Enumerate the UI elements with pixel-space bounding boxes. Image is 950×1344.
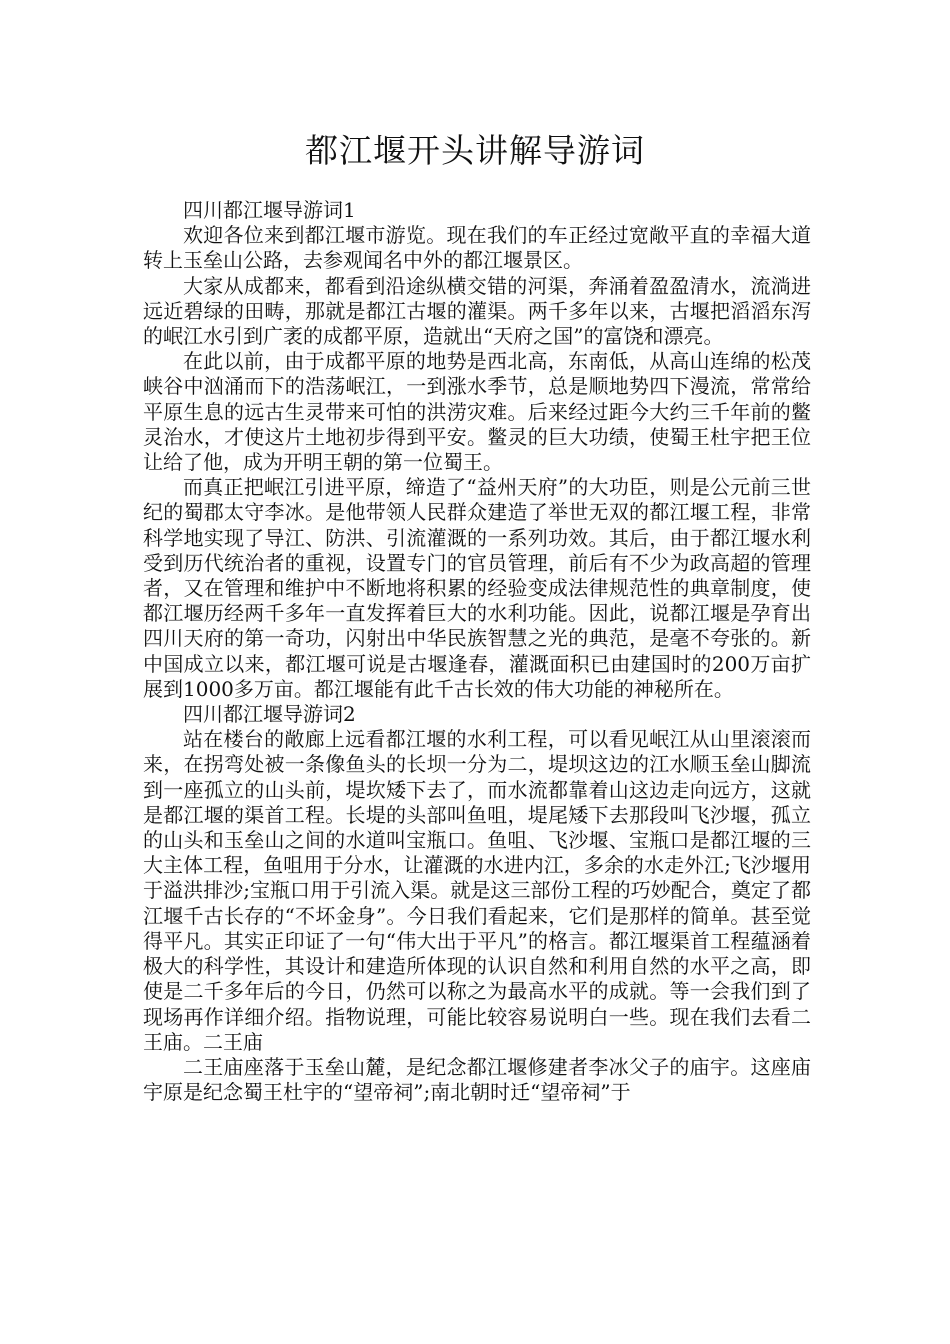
document-body (143, 198, 811, 1105)
paragraph: 欢迎各位来到都江堰市游览。现在我们的车正经过宽敞平直的幸福大道转上玉垒山公路，去参观闻名中外的都江堰景区。 (143, 223, 811, 273)
section-heading: 四川都江堰导游词1 (183, 198, 356, 222)
paragraph: 而真正把岷江引进平原，缔造了“益州天府”的大功臣，则是公元前三世纪的蜀郡太守李冰。是他带领人民群众建造了举世无双的都江堰工程，非常科学地实现了导江、防洪、引流灌溉的一系列功效。其后，由于都江堰水利受到历代统治者的重视，设置专门的官员管理，前后有不少为政高超的管理者，又在管理和维护中不断地将积累的经验变成法律规范性的典章制度，使都江堰历经两千多年一直发挥着巨大的水利功能。因此，说都江堰是孕育出四川天府的第一奇功，闪射出中华民族智慧之光的典范，是毫不夸张的。新中国成立以来，都江堰可说是古堰逢春，灌溉面积已由建国时的200万亩扩展到1000多万亩。都江堰能有此千古长效的伟大功能的神秘所在。 (143, 475, 811, 701)
section-heading: 四川都江堰导游词2 (183, 702, 356, 727)
document-title: 都江堰开头讲解导游词 (305, 131, 645, 170)
paragraph: 大家从成都来，都看到沿途纵横交错的河渠，奔涌着盈盈清水，流淌进远近碧绿的田畴，那就是都江古堰的灌渠。两千多年以来，古堰把滔滔东泻的岷江水引到广袤的成都平原，造就出“天府之国”的富饶和漂亮。 (143, 273, 811, 349)
paragraph: 站在楼台的敞廊上远看都江堰的水利工程，可以看见岷江从山里滚滚而来，在拐弯处被一条像鱼头的长坝一分为二，堤坝这边的江水顺玉垒山脚流到一座孤立的山头前，堤坎矮下去了，而水流都靠着山这边走向远方，这就是都江堰的渠首工程。长堤的头部叫鱼咀，堤尾矮下去那段叫飞沙堰，孤立的山头和玉垒山之间的水道叫宝瓶口。鱼咀、飞沙堰、宝瓶口是都江堰的三大主体工程，鱼咀用于分水，让灌溉的水进内江，多余的水走外江;飞沙堰用于溢洪排沙;宝瓶口用于引流入渠。就是这三部份工程的巧妙配合，奠定了都江堰千古长存的“不坏金身”。今日我们看起来，它们是那样的简单。甚至觉得平凡。其实正印证了一句“伟大出于平凡”的格言。都江堰渠首工程蕴涵着极大的科学性，其设计和建造所体现的认识自然和利用自然的水平之高，即使是二千多年后的今日，仍然可以称之为最高水平的成就。等一会我们到了现场再作详细介绍。指物说理，可能比较容易说明白一些。现在我们去看二王庙。二王庙 (143, 727, 811, 1054)
paragraph: 二王庙座落于玉垒山麓，是纪念都江堰修建者李冰父子的庙宇。这座庙宇原是纪念蜀王杜宇的“望帝祠”;南北朝时迁“望帝祠”于 (143, 1054, 811, 1105)
paragraph: 在此以前，由于成都平原的地势是西北高，东南低，从高山连绵的松茂峡谷中汹涌而下的浩荡岷江，一到涨水季节，总是顺地势四下漫流，常常给平原生息的远古生灵带来可怕的洪涝灾难。后来经过距今大约三千年前的鳖灵治水，才使这片土地初步得到平安。鳖灵的巨大功绩，使蜀王杜宇把王位让给了他，成为开明王朝的第一位蜀王。 (143, 349, 811, 475)
